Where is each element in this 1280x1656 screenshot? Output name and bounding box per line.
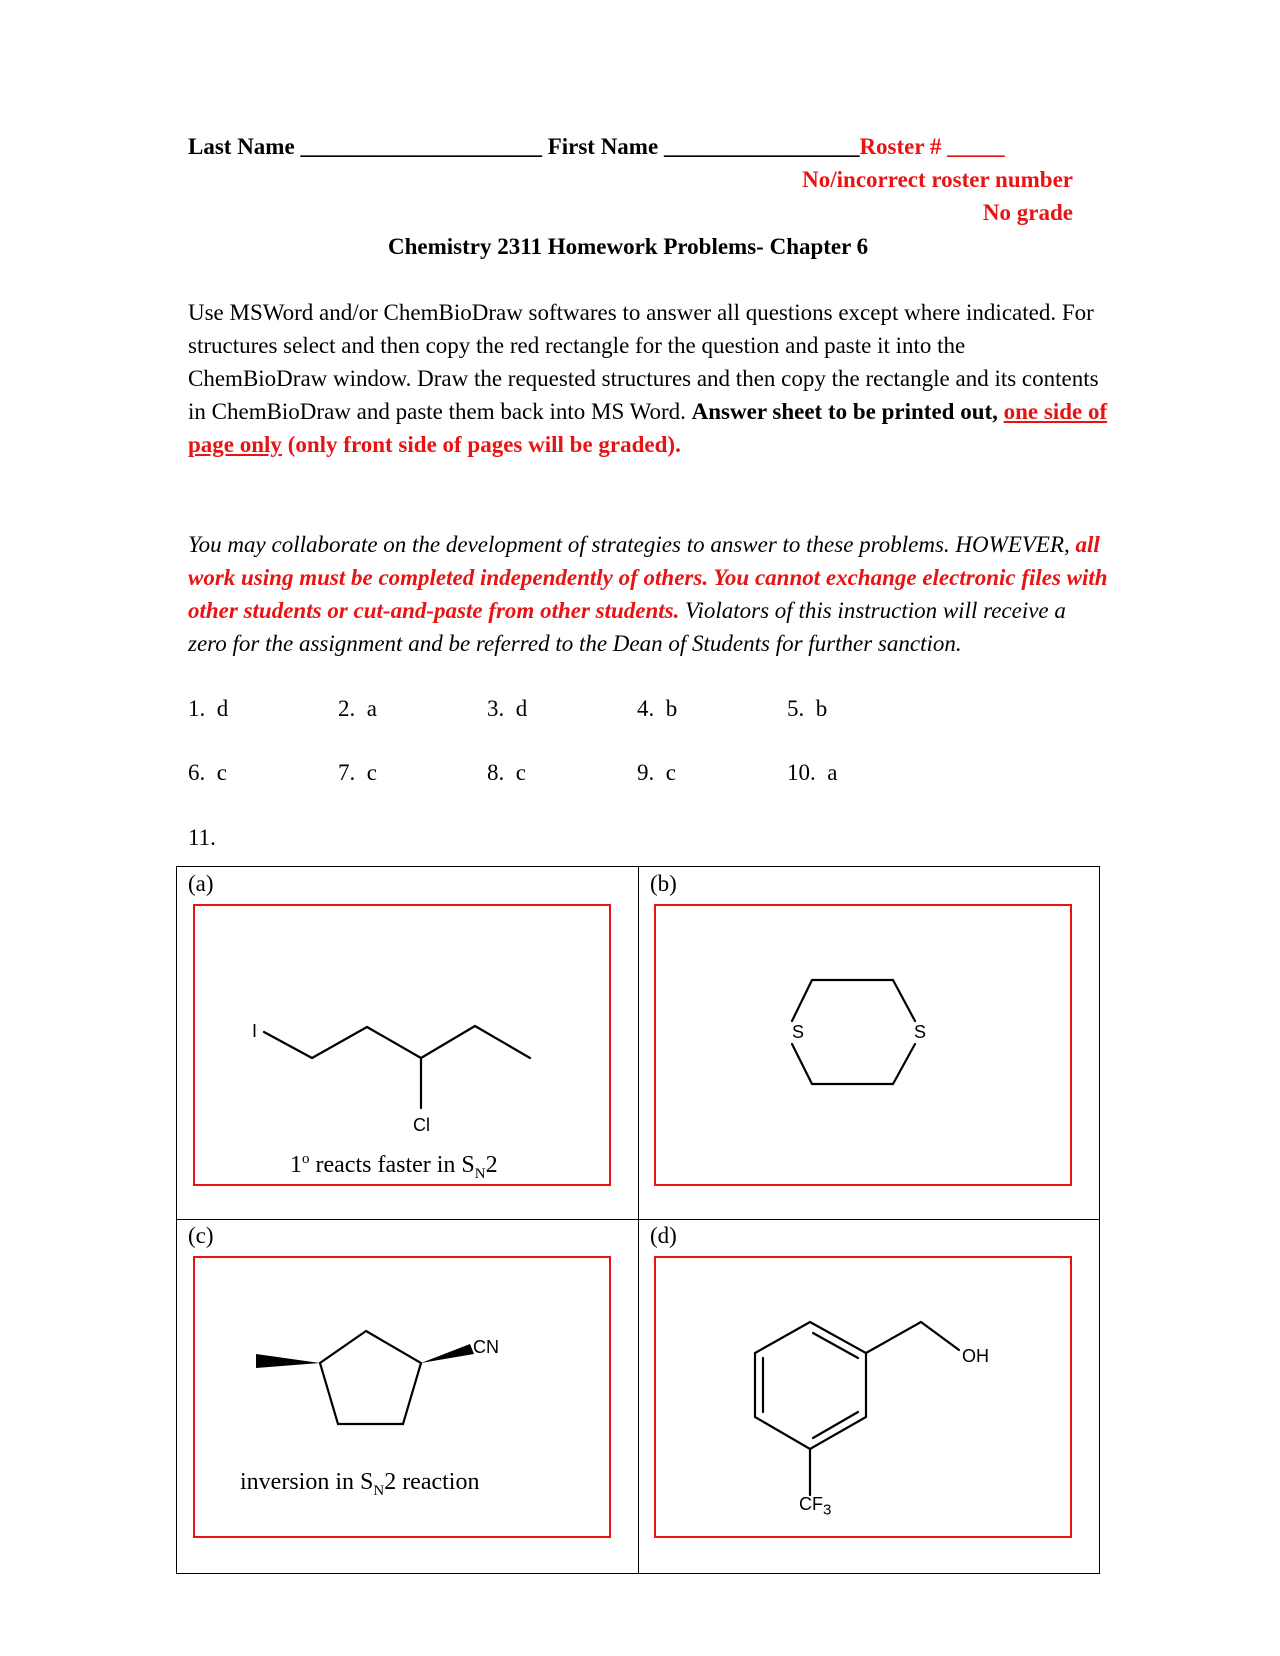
structure-d-bonds bbox=[755, 1322, 959, 1495]
answer-10: 10. a bbox=[787, 760, 838, 785]
first-name-label: First Name bbox=[547, 134, 659, 159]
atom-chlorine: Cl bbox=[413, 1115, 430, 1135]
instructions-red-underlined: one side of page only bbox=[188, 399, 1108, 457]
answer-6: 6. c bbox=[188, 760, 227, 785]
page-title: Chemistry 2311 Homework Problems- Chapter 6 bbox=[388, 234, 869, 259]
roster-field[interactable]: _____ bbox=[947, 134, 1005, 159]
question-11-label: 11. bbox=[188, 825, 216, 850]
atom-sulfur-2: S bbox=[914, 1022, 927, 1042]
last-name-field[interactable]: _____________________ bbox=[300, 134, 542, 159]
answer-5: 5. b bbox=[787, 696, 828, 721]
answer-2: 2. a bbox=[338, 696, 377, 721]
structure-b-bonds bbox=[792, 980, 915, 1084]
last-name-label: Last Name bbox=[188, 134, 295, 159]
first-name-field[interactable]: _________________ bbox=[663, 134, 860, 159]
structure-a-bonds bbox=[264, 1026, 530, 1108]
structure-c-bonds bbox=[320, 1331, 421, 1424]
roster-warning-2: No grade bbox=[982, 200, 1073, 225]
answer-8: 8. c bbox=[487, 760, 526, 785]
wedge-bond-cn bbox=[421, 1344, 474, 1363]
cell-a-label: (a) bbox=[188, 871, 214, 896]
wedge-bond-methyl bbox=[256, 1354, 320, 1368]
caption-a: 1$^o$ reacts faster in $S_N2$ bbox=[290, 1151, 498, 1182]
instructions-red: (only front side of pages will be graded). bbox=[287, 432, 681, 457]
answer-3: 3. d bbox=[487, 696, 528, 721]
group-cf3: $CF_3$ bbox=[799, 1494, 832, 1519]
instructions-text: Use MSWord and/or ChemBioDraw softwares to answer all questions except where indicated. For structures select and then copy the red rectangle for the question and paste it into the ChemBioDraw window. Draw the requested structures and then copy the rectangle and its contents in ChemBioDraw and paste them back into MS Word. bbox=[188, 300, 1099, 424]
answer-1: 1. d bbox=[188, 696, 229, 721]
roster-label: Roster # bbox=[859, 134, 942, 159]
cell-b-label: (b) bbox=[650, 871, 677, 896]
collab-outro: Violators of this instruction will receive a zero for the assignment and be referred to the Dean of Students for further sanction. bbox=[188, 598, 1066, 656]
answer-9: 9. c bbox=[637, 760, 676, 785]
roster-warning-1: No/incorrect roster number bbox=[802, 167, 1073, 192]
group-cn: CN bbox=[473, 1337, 499, 1357]
instructions-bold: Answer sheet to be printed out, bbox=[691, 399, 998, 424]
answer-4: 4. b bbox=[637, 696, 678, 721]
atom-sulfur-1: S bbox=[792, 1022, 805, 1042]
collab-intro: You may collaborate on the development of strategies to answer to these problems. HOWEVER, bbox=[188, 532, 1070, 557]
cell-c-label: (c) bbox=[188, 1223, 214, 1248]
collab-warning: all work using must be completed independently of others. You cannot exchange electronic files with other students or cut-and-paste from other students. bbox=[188, 532, 1108, 623]
cell-d-label: (d) bbox=[650, 1223, 677, 1248]
caption-c: inversion in $S_N2$ reaction bbox=[240, 1469, 480, 1499]
group-oh: OH bbox=[962, 1346, 989, 1366]
answer-7: 7. c bbox=[338, 760, 377, 785]
atom-iodine: I bbox=[252, 1021, 258, 1041]
